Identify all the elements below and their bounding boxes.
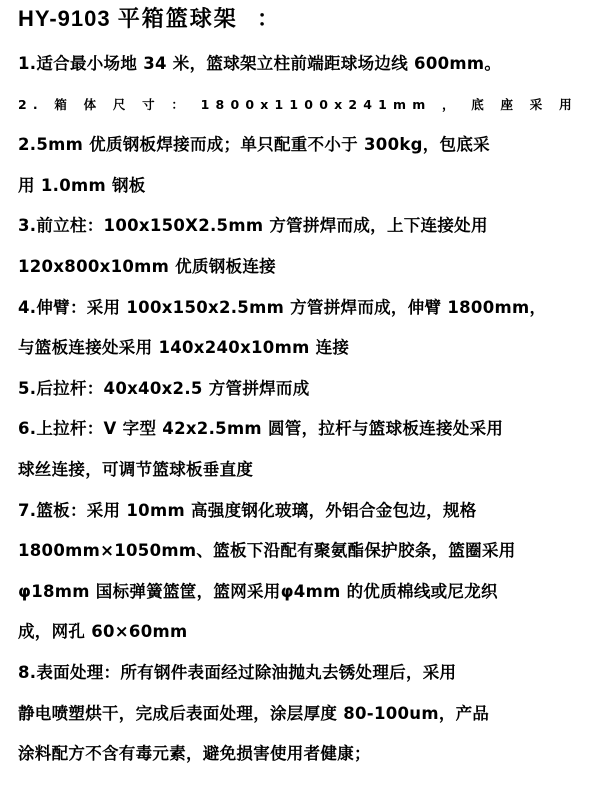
spec-line: φ18mm 国标弹簧篮筐，篮网采用φ4mm 的优质棉线或尼龙织 xyxy=(18,581,498,601)
spec-line: 2.5mm 优质钢板焊接而成；单只配重不小于 300kg，包底采 xyxy=(18,135,490,155)
spec-line: 球丝连接，可调节篮球板垂直度 xyxy=(18,459,254,479)
spec-line: 与篮板连接处采用 140x240x10mm 连接 xyxy=(18,338,350,358)
spec-line: 1800mm×1050mm、篮板下沿配有聚氨酯保护胶条，篮圈采用 xyxy=(18,541,516,561)
spec-line: 5.后拉杆：40x40x2.5 方管拼焊而成 xyxy=(18,378,310,398)
spec-line: 用 1.0mm 钢板 xyxy=(18,175,146,195)
spec-line: 120x800x10mm 优质钢板连接 xyxy=(18,256,276,276)
spec-line: 1.适合最小场地 34 米，篮球架立柱前端距球场边线 600mm。 xyxy=(18,54,502,73)
spec-line: 7.篮板：采用 10mm 高强度钢化玻璃，外铝合金包边，规格 xyxy=(18,500,477,520)
product-name: 平箱篮球架 ： xyxy=(117,6,282,32)
spec-line: 3.前立柱：100x150X2.5mm 方管拼焊而成，上下连接处用 xyxy=(18,216,488,236)
model-number: HY-9103 xyxy=(18,6,118,31)
spec-line: 4.伸臂：采用 100x150x2.5mm 方管拼焊而成，伸臂 1800mm， xyxy=(18,297,547,317)
spec-line: 静电喷塑烘干，完成后表面处理，涂层厚度 80-100um，产品 xyxy=(18,703,490,723)
spec-line: 8.表面处理：所有钢件表面经过除油抛丸去锈处理后，采用 xyxy=(18,662,457,682)
spec-line: 2. 箱 体 尺 寸 ： 1800x1100x241mm ， 底 座 采 用 xyxy=(18,96,578,112)
spec-line: 涂料配方不含有毒元素，避免损害使用者健康； xyxy=(18,744,371,764)
spec-line: 成，网孔 60×60mm xyxy=(18,622,188,642)
document-title xyxy=(18,2,579,36)
spec-line: 6.上拉杆：V 字型 42x2.5mm 圆管，拉杆与篮球板连接处采用 xyxy=(18,419,504,439)
